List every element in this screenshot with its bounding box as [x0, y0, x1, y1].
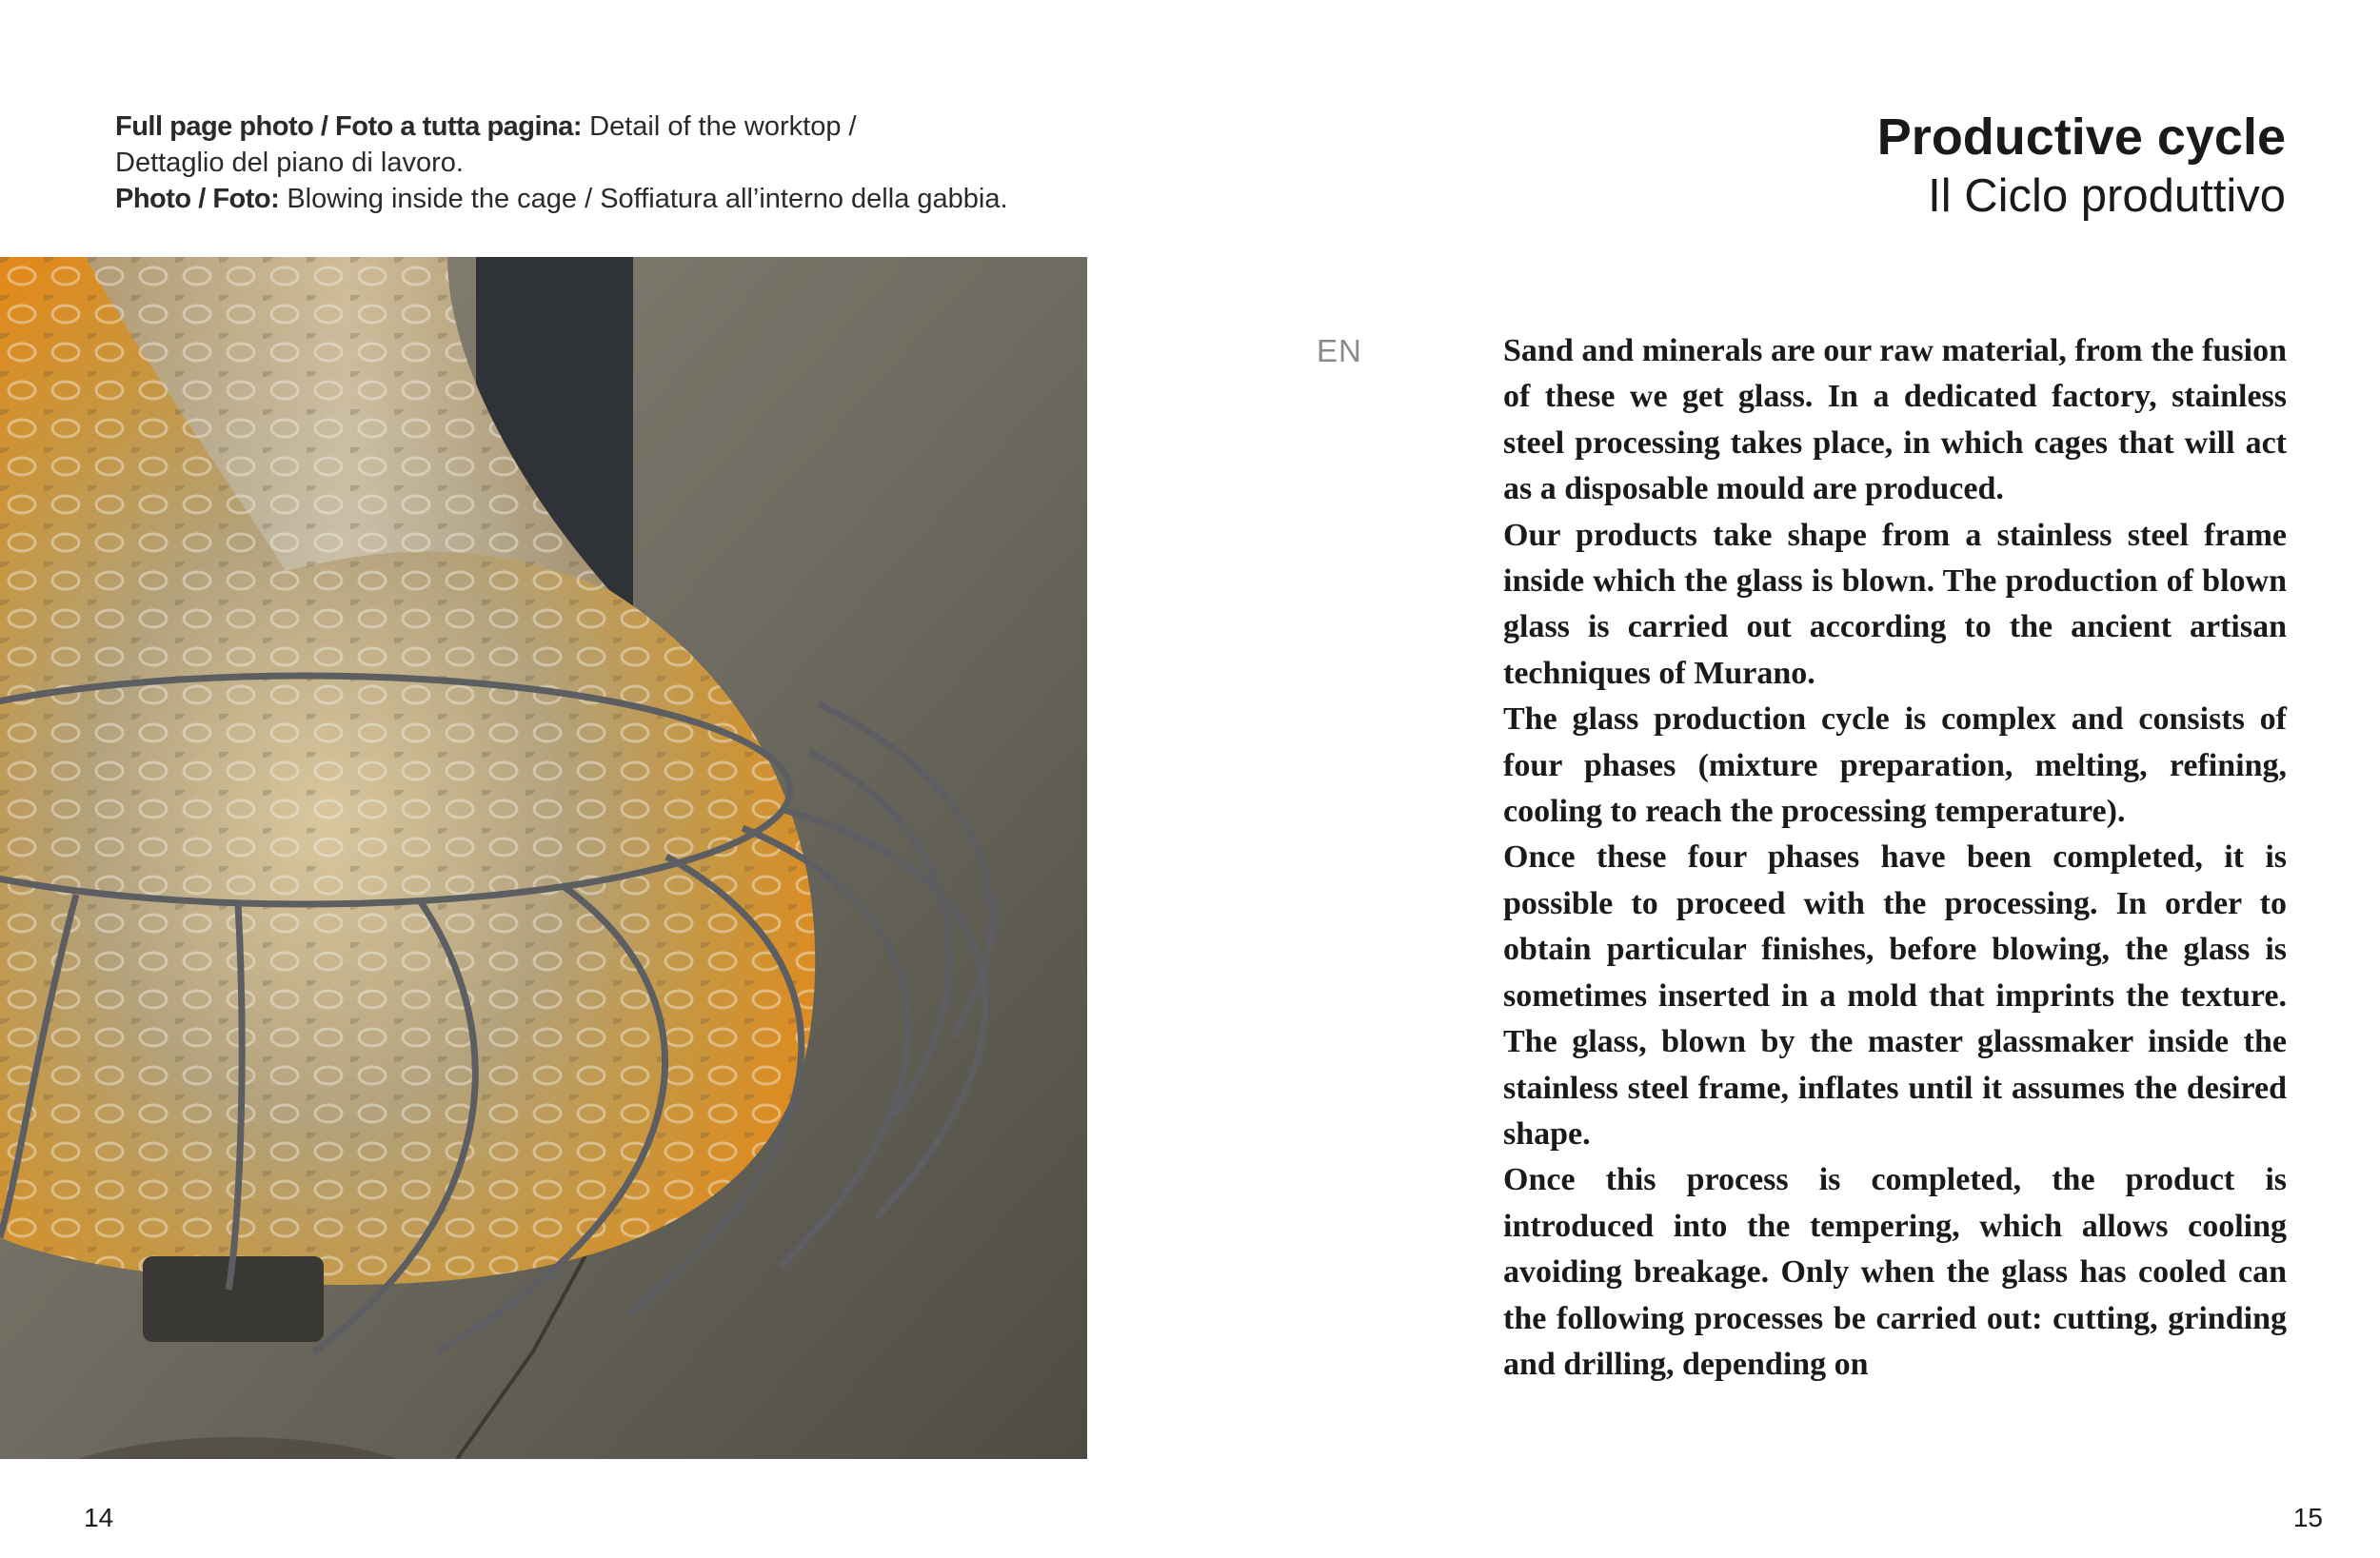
language-tag: EN — [1317, 333, 1362, 368]
caption-label-photo: Photo / Foto: — [115, 184, 280, 214]
paragraph: Our products take shape from a stainless steel frame inside which the glass is blown. The production of blown glass is carried out according to the ancient artisan techniques of Murano. — [1503, 517, 2287, 691]
paragraph: Sand and minerals are our raw material, from the fusion of these we get glass. In a dedicated factory, stainless steel processing takes place, in which cages that will act as a disposable mould are produced. — [1503, 333, 2287, 507]
paragraph: Once this process is completed, the product is introduced into the tempering, which allows cooling avoiding breakage. Only when the glass has cooled can the following processes be carried out: cutting, grinding and drilling, depending on — [1503, 1162, 2287, 1382]
body-text — [1503, 328, 2287, 1388]
paragraph: Once these four phases have been completed, it is possible to proceed with the processing. In order to obtain particular finishes, before blowing, the glass is sometimes inserted in a mold that imprints the texture. The glass, blown by the master glassmaker inside the stainless steel frame, inflates until it assumes the desired shape. — [1503, 839, 2287, 1152]
caption-label-full-page: Full page photo / Foto a tutta pagina: — [115, 111, 583, 142]
title-english: Productive cycle — [1876, 108, 2286, 166]
title-italian: Il Ciclo produttivo — [1928, 170, 2286, 222]
page-number-left: 14 — [84, 1503, 114, 1532]
glass-in-cage-illustration — [0, 257, 1087, 1459]
caption-line-1 — [115, 108, 1067, 145]
photo-caption — [115, 108, 1067, 217]
caption-text-photo: Blowing inside the cage / Soffiatura all’interno della gabbia. — [279, 184, 1008, 214]
paragraph: The glass production cycle is complex and consists of four phases (mixture preparation, melting, refining, cooling to reach the processing temperature). — [1503, 701, 2287, 830]
page-number-right: 15 — [2292, 1503, 2323, 1532]
caption-line-3 — [115, 181, 1067, 217]
caption-line-2: Dettaglio del piano di lavoro. — [115, 148, 464, 178]
section-title — [1877, 107, 2286, 225]
caption-text-full-page: Detail of the worktop / — [582, 111, 857, 142]
glass-blowing-photo — [0, 257, 1087, 1459]
